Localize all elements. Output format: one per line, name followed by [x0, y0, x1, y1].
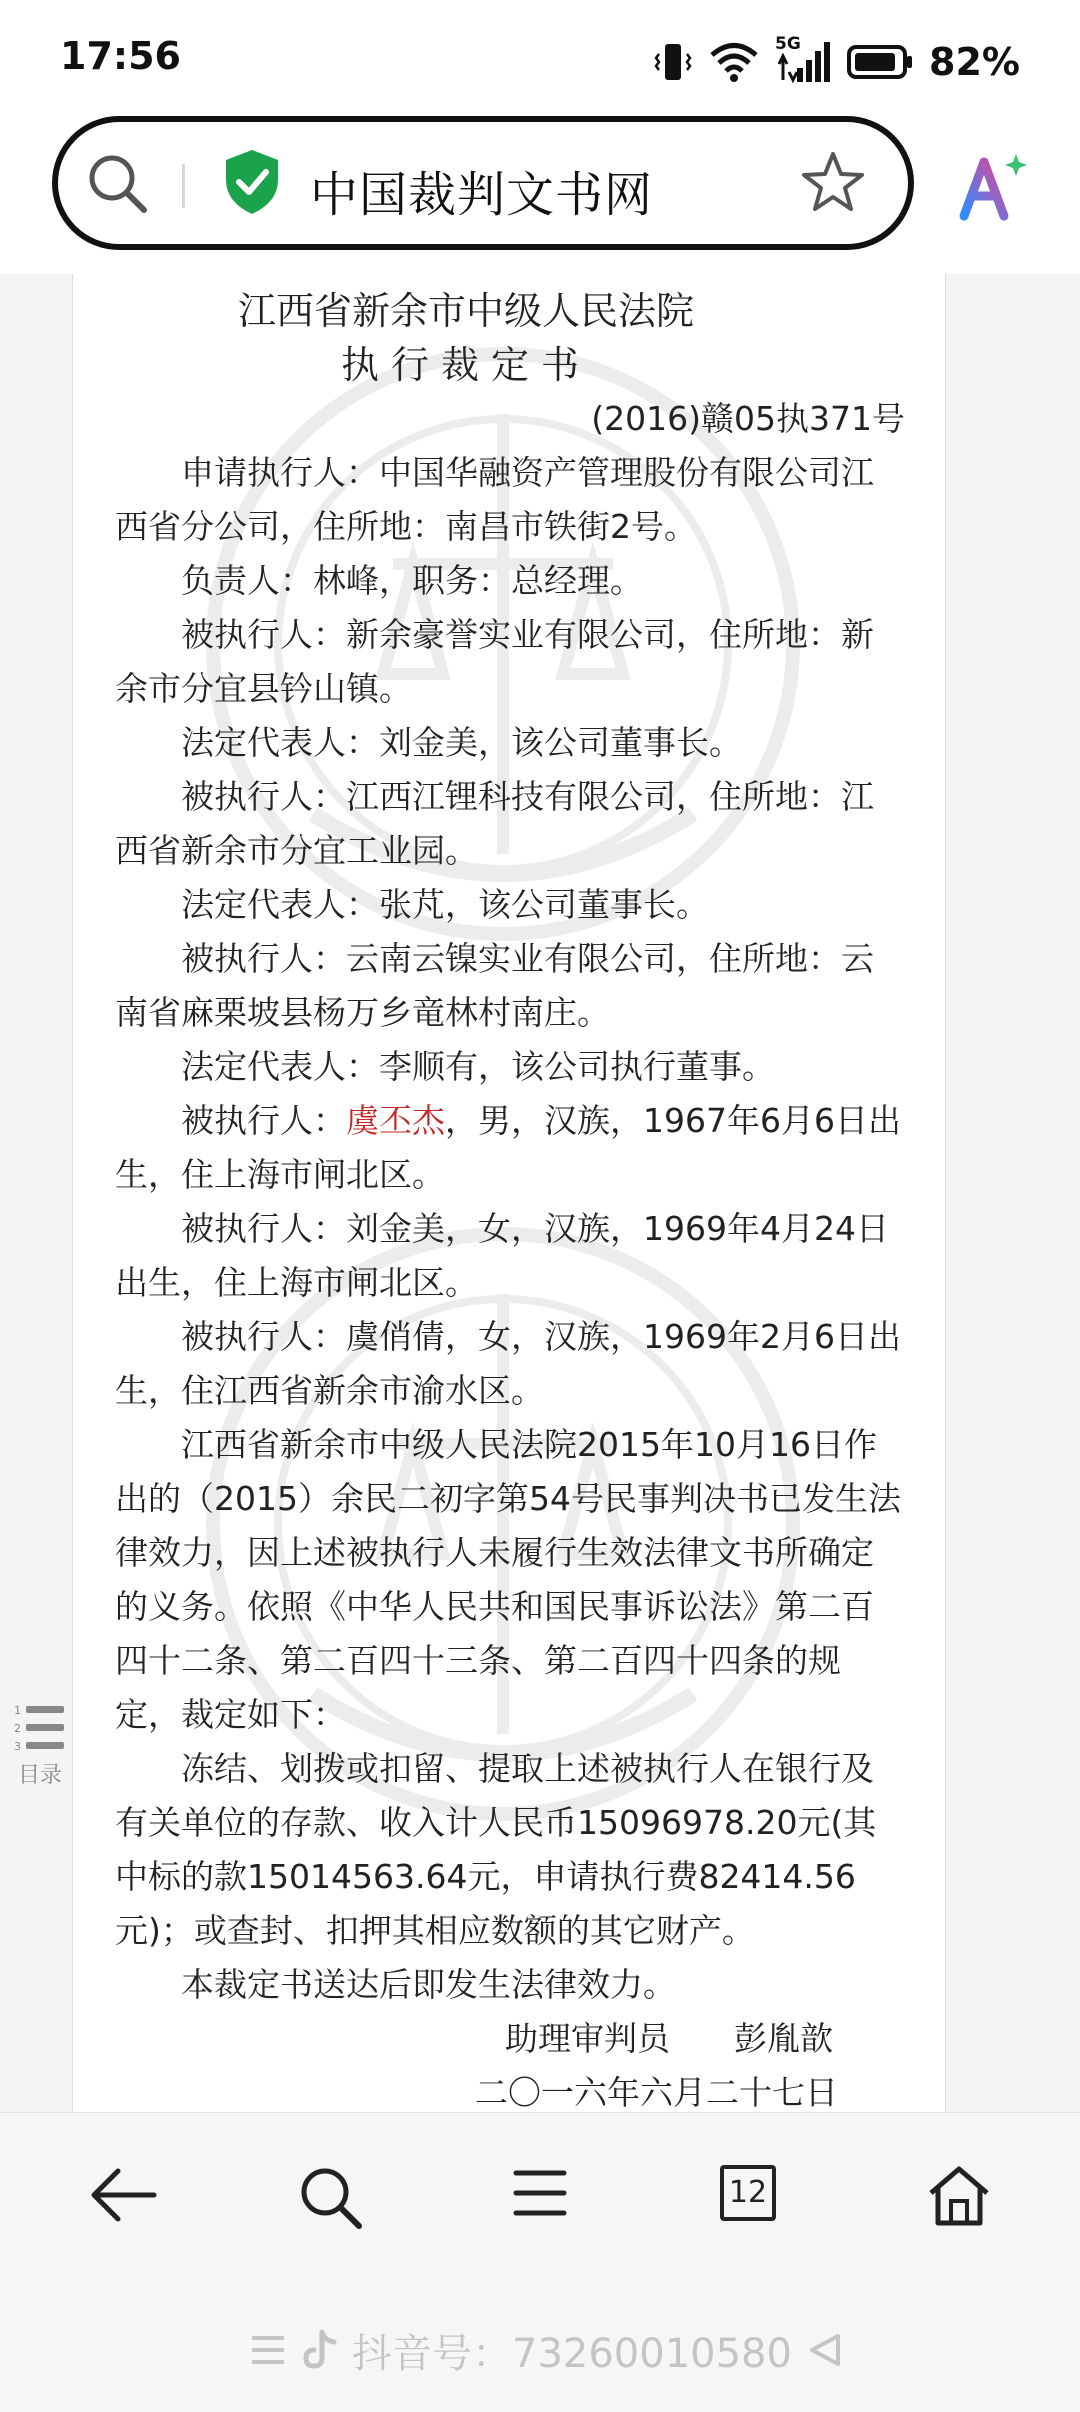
- paragraph-respondent-2: 被执行人：江西江锂科技有限公司，住所地：江西省新余市分宜工业园。: [115, 777, 874, 870]
- address-divider: [182, 164, 185, 208]
- signer-title: 助理审判员: [505, 2019, 670, 2058]
- toc-label: 目录: [17, 1763, 62, 1788]
- signer-name: 彭胤歆: [734, 2019, 833, 2058]
- status-icons: [653, 36, 1020, 88]
- signature-line: [115, 2012, 911, 2066]
- watermark-text: 抖音号：73260010580: [352, 2330, 792, 2377]
- ruling-date: 二〇一六年六月二十七日: [475, 2073, 838, 2112]
- menu-icon[interactable]: [512, 2165, 568, 2221]
- tabs-icon[interactable]: [720, 2165, 776, 2221]
- respondent-4-details: ，男，汉族，1967年6月6日出生，住上海市闸北区。: [115, 1101, 901, 1194]
- search-icon[interactable]: [298, 2165, 364, 2231]
- svg-text:3: 3: [14, 1740, 21, 1753]
- court-name: 江西省新余市中级人民法院: [237, 289, 694, 333]
- ai-assistant-icon[interactable]: [954, 150, 1030, 226]
- tab-count[interactable]: 12: [720, 2165, 776, 2221]
- paragraph-respondent-5: 被执行人：刘金美，女，汉族，1969年4月24日出生，住上海市闸北区。: [115, 1209, 889, 1302]
- paragraph-respondent-4: [115, 1094, 905, 1202]
- status-time: 17:56: [60, 34, 181, 78]
- paragraph-responsible-person: 负责人：林峰，职务：总经理。: [181, 561, 643, 600]
- list-numbered-icon: [12, 1702, 68, 1754]
- paragraph-legal-rep-3: 法定代表人：李顺有，该公司执行董事。: [181, 1047, 775, 1086]
- wifi-icon: [709, 42, 759, 82]
- search-icon[interactable]: [86, 152, 150, 216]
- paragraph-respondent-6: 被执行人：虞俏倩，女，汉族，1969年2月6日出生，住江西省新余市渝水区。: [115, 1317, 901, 1410]
- paragraph-ruling: 冻结、划拨或扣留、提取上述被执行人在银行及有关单位的存款、收入计人民币15096978.20元(其中标的款15014563.64元，申请执行费82414.56元)；或查封、扣押其相应数额的其它财产。: [115, 1749, 877, 1950]
- paragraph-effect: 本裁定书送达后即发生法律效力。: [181, 1965, 676, 2004]
- document-viewer[interactable]: [0, 274, 1080, 2112]
- respondent-4-prefix: 被执行人：: [181, 1101, 346, 1140]
- battery-icon: [847, 44, 913, 80]
- browser-bottom-nav: [0, 2112, 1080, 2283]
- back-triangle-icon[interactable]: [804, 2330, 844, 2370]
- shield-check-icon[interactable]: [222, 148, 282, 216]
- menu-icon[interactable]: [248, 2330, 288, 2370]
- paragraph-respondent-1: 被执行人：新余豪誉实业有限公司，住所地：新余市分宜县钤山镇。: [115, 615, 874, 708]
- star-icon[interactable]: [800, 150, 866, 216]
- highlighted-name-link[interactable]: 虞丕杰: [346, 1101, 445, 1140]
- paragraph-basis: 江西省新余市中级人民法院2015年10月16日作出的（2015）余民二初字第54号民事判决书已发生法律效力，因上述被执行人未履行生效法律文书所确定的义务。依照《中华人民共和国民事诉讼法》第二百四十二条、第二百四十三条、第二百四十四条的规定，裁定如下：: [115, 1425, 901, 1734]
- system-nav-bar: [0, 2282, 1080, 2412]
- back-arrow-icon[interactable]: [88, 2165, 158, 2225]
- paragraph-legal-rep-1: 法定代表人：刘金美，该公司董事长。: [181, 723, 742, 762]
- site-title[interactable]: 中国裁判文书网: [310, 167, 654, 223]
- watermark: [248, 2322, 844, 2378]
- paragraph-applicant: 申请执行人：中国华融资产管理股份有限公司江西省分公司，住所地：南昌市铁街2号。: [115, 453, 874, 546]
- toc-button[interactable]: [10, 1702, 70, 1789]
- tiktok-logo-icon: [300, 2328, 340, 2372]
- home-icon[interactable]: [926, 2165, 992, 2227]
- vibrate-icon: [653, 40, 693, 84]
- document-type: 执行裁定书: [340, 343, 591, 387]
- case-number: (2016)赣05执371号: [591, 399, 905, 438]
- address-bar[interactable]: [52, 116, 914, 250]
- paragraph-legal-rep-2: 法定代表人：张芃，该公司董事长。: [181, 885, 709, 924]
- cellular-signal-icon: [775, 34, 831, 84]
- battery-percent: 82%: [929, 40, 1020, 84]
- svg-text:2: 2: [14, 1722, 21, 1735]
- paragraph-respondent-3: 被执行人：云南云镍实业有限公司，住所地：云南省麻栗坡县杨万乡竜林村南庄。: [115, 939, 874, 1032]
- status-bar: [0, 0, 1080, 110]
- svg-text:1: 1: [14, 1704, 21, 1717]
- document-text: [115, 274, 911, 2112]
- network-type: 5G: [775, 34, 801, 54]
